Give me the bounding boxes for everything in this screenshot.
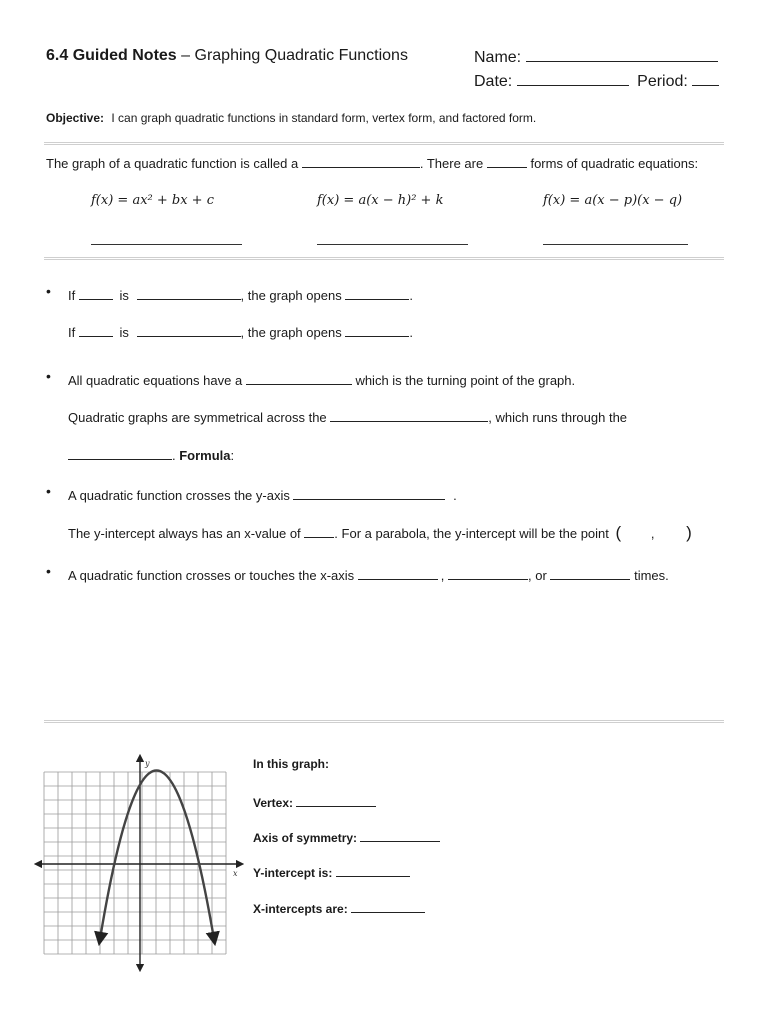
graph-yint-row <box>253 862 410 880</box>
intro-part2: . There are <box>419 156 484 171</box>
x-axis-comma-2: , or <box>528 568 547 583</box>
is-label: is <box>119 325 129 340</box>
graph-yint-label: Y-intercept is: <box>253 866 333 880</box>
graph-axis-label: Axis of symmetry: <box>253 831 358 845</box>
vertex-line <box>68 370 575 388</box>
graph-axis-row <box>253 827 440 845</box>
axis-x-label: x <box>233 869 238 878</box>
axis-y-label: y <box>145 759 150 768</box>
axis-name-blank[interactable] <box>68 445 172 460</box>
objective-label: Objective: <box>46 111 105 125</box>
opens-end: . <box>409 288 413 303</box>
y-axis-blank[interactable] <box>293 485 445 500</box>
name-row <box>474 47 718 67</box>
objective-text: I can graph quadratic functions in standard form, vertex form, and factored form. <box>111 111 537 125</box>
objective <box>46 111 536 125</box>
opens-blank-a[interactable] <box>79 285 113 300</box>
graph-heading <box>253 757 329 771</box>
y-axis-end: . <box>453 488 457 503</box>
x-axis-comma-1: , <box>440 568 445 583</box>
formula-label: Formula <box>179 448 231 463</box>
divider <box>44 257 724 260</box>
date-field[interactable] <box>517 71 629 86</box>
is-label: is <box>119 288 129 303</box>
graph-heading-text: In this graph: <box>253 757 329 771</box>
x-axis-end: times. <box>634 568 669 583</box>
opens-blank-b[interactable] <box>137 322 241 337</box>
x-axis-line <box>68 565 669 583</box>
y-axis-part1: A quadratic function crosses the y-axis <box>68 488 290 503</box>
y-int-part1: The y-intercept always has an x-value of <box>68 526 301 541</box>
graph-axis-field[interactable] <box>360 827 440 842</box>
factored-form-blank[interactable] <box>543 244 688 245</box>
if-label: If <box>68 325 76 340</box>
opens-label: , the graph opens <box>240 325 342 340</box>
symmetry-line <box>68 407 627 425</box>
x-axis-blank-1[interactable] <box>358 565 438 580</box>
parabola-graph <box>34 752 246 974</box>
graph-yint-field[interactable] <box>336 862 410 877</box>
graph-xint-row <box>253 898 425 916</box>
symmetry-part2: , which runs through the <box>488 410 628 425</box>
intro-part3: forms of quadratic equations: <box>530 156 699 171</box>
vertex-form: f(x) = a(x − h)² + k <box>317 193 444 208</box>
paren-open: ( <box>615 523 622 542</box>
opens-blank-a[interactable] <box>79 322 113 337</box>
parabola-curve <box>100 771 214 940</box>
divider <box>44 142 724 145</box>
bullet: • <box>46 483 51 499</box>
bullet: • <box>46 368 51 384</box>
formula-line: . Formula: <box>68 445 234 463</box>
opens-label: , the graph opens <box>240 288 342 303</box>
opens-line-1 <box>68 285 413 303</box>
graph-vertex-field[interactable] <box>296 792 376 807</box>
point-comma: , <box>650 526 655 541</box>
opens-end: . <box>409 325 413 340</box>
standard-form: f(x) = ax² + bx + c <box>91 193 214 208</box>
date-row <box>474 71 719 91</box>
bullet: • <box>46 563 51 579</box>
name-label: Name: <box>474 49 522 66</box>
x-axis-blank-2[interactable] <box>448 565 528 580</box>
title-bold: 6.4 Guided Notes <box>46 47 177 64</box>
bullet: • <box>46 283 51 299</box>
intro-blank-2[interactable] <box>487 153 527 168</box>
opens-blank-b[interactable] <box>137 285 241 300</box>
factored-form: f(x) = a(x − p)(x − q) <box>543 193 683 208</box>
symmetry-blank[interactable] <box>330 407 488 422</box>
opens-line-2 <box>68 322 413 340</box>
opens-blank-c[interactable] <box>345 285 409 300</box>
symmetry-part1: Quadratic graphs are symmetrical across the <box>68 410 327 425</box>
y-int-x-blank[interactable] <box>304 523 334 538</box>
title-rest: – Graphing Quadratic Functions <box>176 47 408 64</box>
intro-line <box>46 153 698 171</box>
intro-part1: The graph of a quadratic function is called a <box>46 156 299 171</box>
formula-colon: : <box>230 448 235 463</box>
period-label: Period: <box>637 73 688 90</box>
opens-blank-c[interactable] <box>345 322 409 337</box>
worksheet-title <box>46 47 408 65</box>
y-int-part2: . For a parabola, the y-intercept will be the point <box>334 526 609 541</box>
paren-close: ) <box>686 523 692 542</box>
y-intercept-line <box>68 523 692 543</box>
intro-blank-1[interactable] <box>302 153 420 168</box>
x-axis-part1: A quadratic function crosses or touches the x-axis <box>68 568 355 583</box>
x-axis-blank-3[interactable] <box>550 565 630 580</box>
name-field[interactable] <box>526 47 718 62</box>
vertex-form-blank[interactable] <box>317 244 468 245</box>
graph-xint-label: X-intercepts are: <box>253 902 348 916</box>
standard-form-blank[interactable] <box>91 244 242 245</box>
graph-vertex-label: Vertex: <box>253 796 294 810</box>
vertex-part2: which is the turning point of the graph. <box>355 373 576 388</box>
vertex-blank[interactable] <box>246 370 352 385</box>
y-axis-line <box>68 485 457 503</box>
vertex-part1: All quadratic equations have a <box>68 373 243 388</box>
date-label: Date: <box>474 73 513 90</box>
if-label: If <box>68 288 76 303</box>
graph-vertex-row <box>253 792 376 810</box>
graph-xint-field[interactable] <box>351 898 425 913</box>
divider <box>44 720 724 723</box>
period-field[interactable] <box>692 71 719 86</box>
